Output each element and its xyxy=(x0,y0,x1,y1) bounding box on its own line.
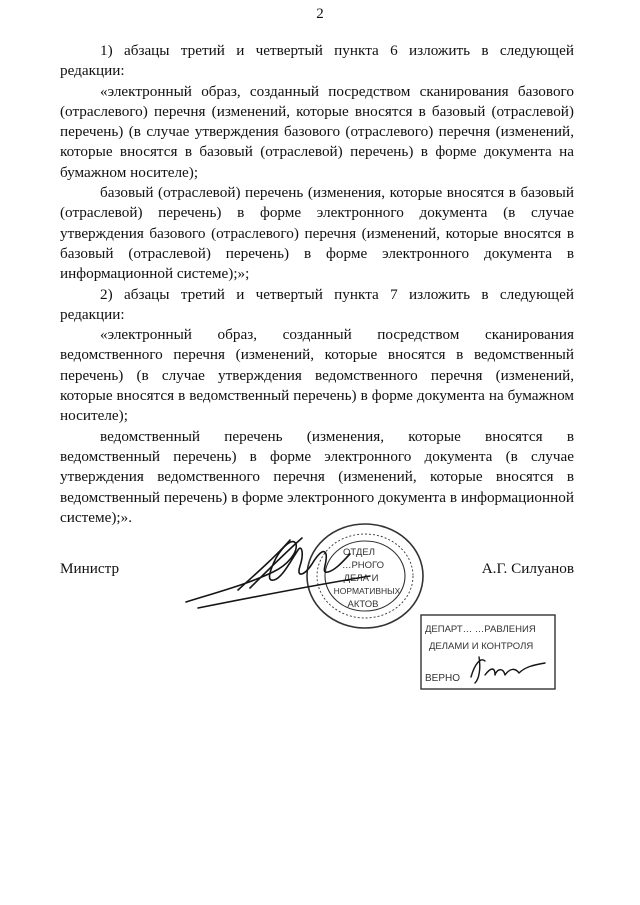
seal-line-1: ОТДЕЛ xyxy=(343,547,375,558)
paragraph-quote-4: ведомственный перечень (изменения, которые вносятся в ведомственный перечень) в форме электронного документа (в случае утверждения ведомственного перечня (изменений, которые вносятся в ведомственный перечень) в форме электронного документа в информационной системе);». xyxy=(60,427,574,526)
seal-line-4: НОРМАТИВНЫХ xyxy=(333,586,401,596)
verification-stamp xyxy=(419,613,557,691)
paragraph-quote-1: «электронный образ, созданный посредством сканирования базового (отраслевого) перечня (изменений, которые вносятся в базовый (отраслевой) перечень) (в случае утверждения базового (отраслевого) перечня (изменений, которые вносятся в базовый (отраслевой) перечень) в форме документа на бумажном носителе); xyxy=(60,82,574,181)
stamp-line-2: ДЕЛАМИ И КОНТРОЛЯ xyxy=(429,641,534,652)
stamp-line-1: ДЕПАРТ… …РАВЛЕНИЯ xyxy=(425,624,536,635)
stamp-signature xyxy=(471,657,545,683)
page-number: 2 xyxy=(316,6,324,22)
paragraph-quote-2: базовый (отраслевой) перечень (изменения, которые вносятся в базовый (отраслевой) перечень) в форме электронного документа (в случае утверждения базового (отраслевого) перечня (изменений, которые вносятся в базовый (отраслевой) перечень) в форме электронного документа в информационной системе);»; xyxy=(60,184,574,283)
seal-line-5: АКТОВ xyxy=(347,599,379,610)
stamp-line-3: ВЕРНО xyxy=(425,673,461,684)
paragraph-quote-3: «электронный образ, созданный посредством сканирования ведомственного перечня (изменений, которые вносятся в ведомственный перечень) (в случае утверждения ведомственного перечня (изменений, которые вносятся в ведомственный перечень) в форме документа на бумажном носителе); xyxy=(60,326,574,425)
signatory-name: А.Г. Силуанов xyxy=(481,560,574,577)
paragraph-item-2-heading: 2) абзацы третий и четвертый пункта 7 изложить в следующей редакции: xyxy=(60,285,574,323)
paragraph-item-1-heading: 1) абзацы третий и четвертый пункта 6 изложить в следующей редакции: xyxy=(60,42,574,80)
seal-line-2: …РНОГО xyxy=(341,560,385,571)
signatory-title: Министр xyxy=(60,560,120,577)
minister-signature xyxy=(178,532,378,612)
document-body xyxy=(60,41,574,528)
seal-line-3: ДЕЛА И xyxy=(343,573,379,584)
